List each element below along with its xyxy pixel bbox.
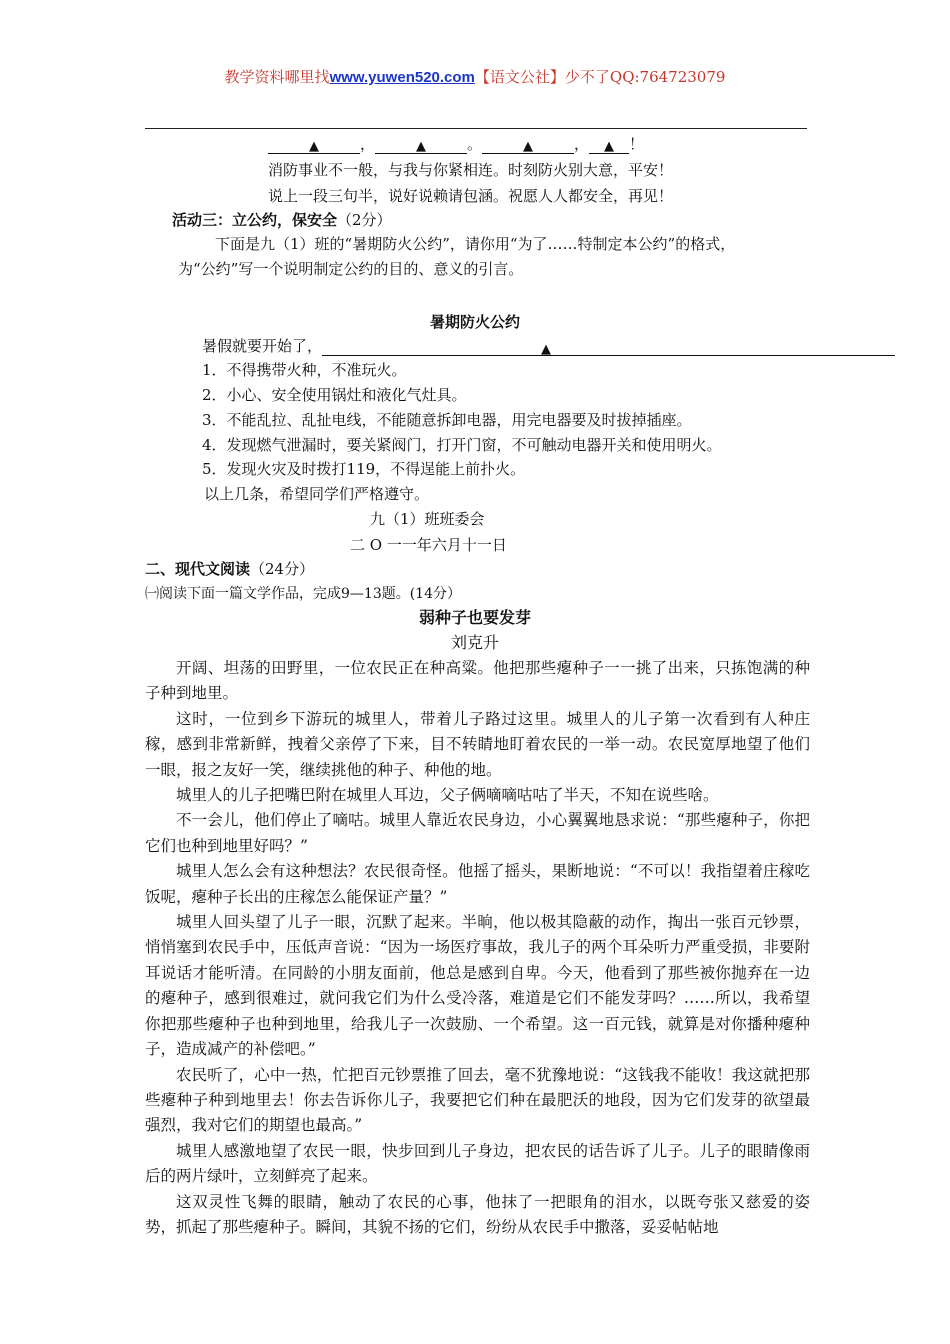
article-paragraph: 开阔、坦荡的田野里，一位农民正在种高粱。他把那些瘪种子一一挑了出来，只拣饱满的种子种到地里。 <box>145 659 810 703</box>
header-prefix: 教学资料哪里找 <box>224 68 330 86</box>
article-body <box>145 656 810 1240</box>
article-paragraph: 城里人怎么会有这种想法？农民很奇怪。他摇了摇头，果断地说：“不可以！我指望着庄稼吃饭呢，瘪种子长出的庄稼怎么能保证产量？” <box>145 862 810 906</box>
convention-item: 4．发现燃气泄漏时，要关紧阀门，打开门窗，不可触动电器开关和使用明火。 <box>202 436 722 454</box>
article-paragraph: 城里人回头望了儿子一眼，沉默了起来。半晌，他以极其隐蔽的动作，掏出一张百元钞票，悄悄塞到农民手中，压低声音说：“因为一场医疗事故，我儿子的两个耳朵听力严重受损，非要附耳说话才能听清。在同龄的小朋友面前，他总是感到自卑。今天，他看到了那些被你抛弃在一边的瘪种子，感到很难过，就问我它们为什么受冷落，难道是它们不能发芽吗？……所以，我希望你把那些瘪种子也种到地里，给我儿子一次鼓励、一个希望。这一百元钱，就算是对你播种瘪种子，造成减产的补偿吧。” <box>145 913 810 1059</box>
activity3-title: 活动三：立公约，保安全 <box>172 211 338 229</box>
article-paragraph: 城里人感激地望了农民一眼，快步回到儿子身边，把农民的话告诉了儿子。儿子的眼睛像雨后的两片绿叶，立刻鲜亮了起来。 <box>145 1141 810 1186</box>
article-paragraph: 不一会儿，他们停止了嘀咕。城里人靠近农民身边，小心翼翼地恳求说：“那些瘪种子，你把它们也种到地里好吗？” <box>145 811 810 855</box>
section2-score: （24分） <box>250 560 315 578</box>
article-paragraph: 农民听了，心中一热，忙把百元钞票推了回去，毫不犹豫地说：“这钱我不能收！我这就把那些瘪种子种到地里去！你去告诉你儿子，我要把它们种在最肥沃的地段，因为它们发芽的欲望最强烈，我对它们的期望也最高。” <box>145 1065 810 1135</box>
section2-heading <box>145 559 314 579</box>
activity3-instruction-1: 下面是九（1）班的“暑期防火公约”，请你用“为了……特制定本公约”的格式， <box>215 235 736 253</box>
article-paragraph: 这双灵性飞舞的眼睛，触动了农民的心事，他抹了一把眼角的泪水，以既夸张又慈爱的姿势，抓起了那些瘪种子。瞬间，其貌不扬的它们，纷纷从农民手中撒落，妥妥帖帖地 <box>145 1192 810 1236</box>
activity3-instruction-2: 为“公约”写一个说明制定公约的目的、意义的引言。 <box>178 260 524 278</box>
convention-signature: 九（1）班班委会 <box>370 510 485 528</box>
convention-lead: 暑假就要开始了， <box>202 337 323 355</box>
article-title: 弱种子也要发芽 <box>418 608 531 627</box>
article-paragraph: 城里人的儿子把嘴巴附在城里人耳边，父子俩嘀嘀咕咕了半天，不知在说些啥。 <box>176 786 719 805</box>
section2-subheading: ㈠阅读下面一篇文学作品，完成9—13题。(14分） <box>145 586 461 602</box>
convention-lead-line <box>202 336 895 356</box>
convention-item: 5．发现火灾及时拨打119，不得逞能上前扑火。 <box>202 460 526 478</box>
answer-blank-2[interactable]: ▲ <box>375 135 467 154</box>
answer-blank-4[interactable]: ▲ <box>589 135 629 154</box>
page-header <box>0 66 950 87</box>
convention-item: 3．不能乱拉、乱扯电线，不能随意拆卸电器，用完电器要及时拔掉插座。 <box>202 411 692 429</box>
activity3-score: （2分） <box>337 211 392 229</box>
convention-title: 暑期防火公约 <box>429 313 520 331</box>
header-url-link[interactable]: www.yuwen520.com <box>329 69 475 86</box>
convention-item: 1．不得携带火种，不准玩火。 <box>202 361 407 379</box>
convention-date: 二 O 一一年六月十一日 <box>350 536 507 554</box>
convention-intro-blank[interactable]: ▲ <box>322 338 770 356</box>
article-author: 刘克升 <box>450 633 499 652</box>
rhyme-line-2: 消防事业不一般，与我与你紧相连。时刻防火别大意，平安！ <box>268 161 674 179</box>
header-suffix: 【语文公社】少不了QQ:764723079 <box>474 68 726 86</box>
rhyme-line-3: 说上一段三句半，说好说赖请包涵。祝愿人人都安全，再见！ <box>268 187 674 205</box>
convention-closing: 以上几条，希望同学们严格遵守。 <box>204 485 430 503</box>
fill-blank-line: ▲ ， ▲ 。 ▲ ， ▲ ！ <box>268 134 644 154</box>
article-paragraph: 这时，一位到乡下游玩的城里人，带着儿子路过这里。城里人的儿子第一次看到有人种庄稼，感到非常新鲜，拽着父亲停了下来，目不转睛地盯着农民的一举一动。农民宽厚地望了他们一眼，报之友好一笑，继续挑他的种子、种他的地。 <box>145 709 810 779</box>
header-divider <box>145 128 807 129</box>
answer-blank-3[interactable]: ▲ <box>482 135 574 154</box>
activity3-heading <box>172 210 392 230</box>
answer-blank-1[interactable]: ▲ <box>268 135 360 154</box>
convention-item: 2．小心、安全使用锅灶和液化气灶具。 <box>202 386 467 404</box>
section2-title: 二、现代文阅读 <box>145 560 251 578</box>
